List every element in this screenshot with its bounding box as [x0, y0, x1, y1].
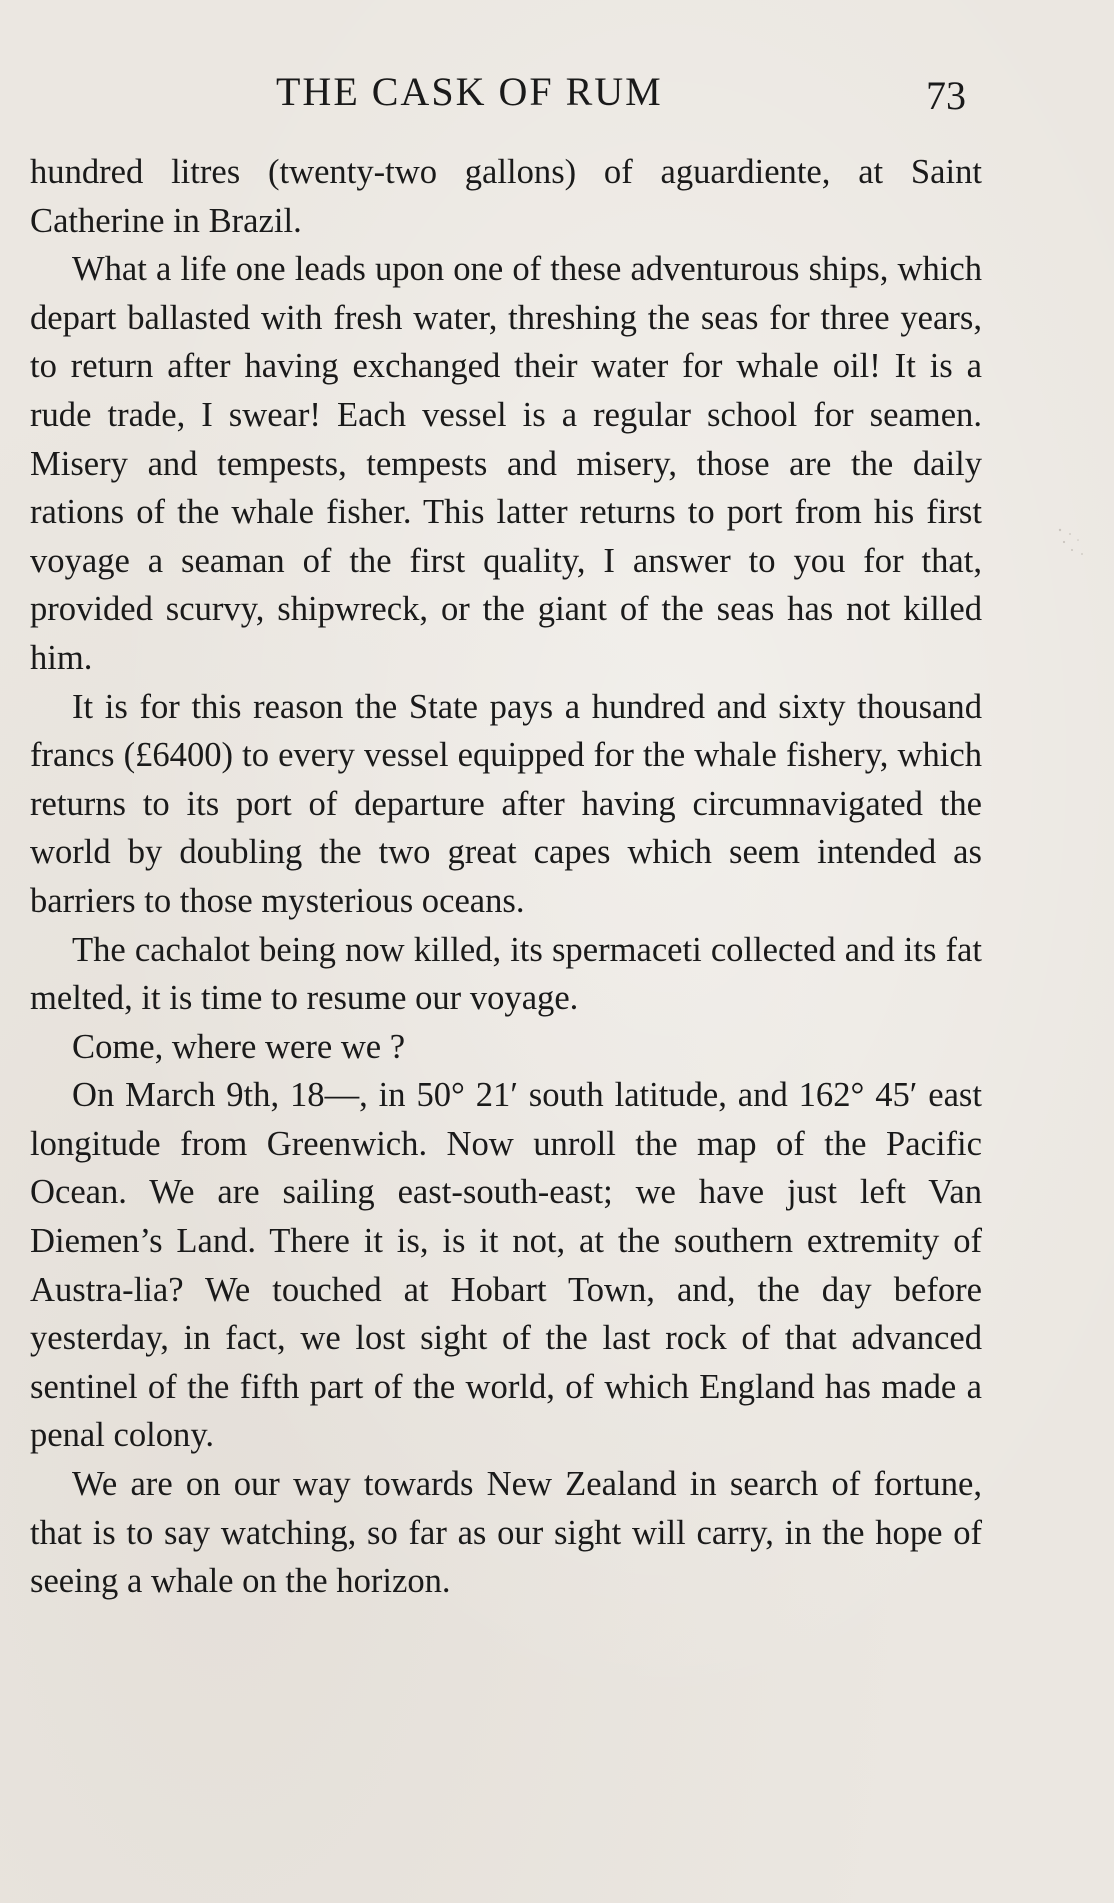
- paragraph-where-were-we: Come, where were we ?: [72, 1027, 406, 1066]
- paragraph-cachalot-killed: The cachalot being now killed, its spermaceti collected and its fat melted, it is time to resume our voyage.: [30, 930, 982, 1018]
- paragraph-state-bounty: It is for this reason the State pays a hundred and sixty thousand francs (£6400) to every vessel equipped for the whale fishery, which returns to its port of departure after having circumnavigated the world by doubling the two great capes which seem intended as barriers to those mysterious oceans.: [30, 687, 982, 920]
- paragraph-new-zealand: We are on our way towards New Zealand in search of fortune, that is to say watching, so far as our sight will carry, in the hope of seeing a whale on the horizon.: [30, 1465, 982, 1601]
- paragraph-continuation: hundred litres (twenty-two gallons) of aguardiente, at Saint Catherine in Brazil.: [30, 153, 982, 240]
- paper-speck-decoration: [1052, 520, 1092, 570]
- page-number: 73: [926, 73, 966, 118]
- page-header: [0, 68, 1114, 128]
- running-title: THE CASK OF RUM: [276, 69, 663, 114]
- page-body-text: [30, 148, 982, 1606]
- paragraph-whaling-life: What a life one leads upon one of these adventurous ships, which depart ballasted with fresh water, threshing the seas for three years, to return after having exchanged their water for whale oil! It is a rude trade, I swear! Each vessel is a regular school for seamen. Misery and tempests, tempests and misery, those are the daily rations of the whale fisher. This latter returns to port from his first voyage a seaman of the first quality, I answer to you for that, provided scurvy, shipwreck, or the giant of the seas has not killed him.: [30, 250, 982, 677]
- paragraph-position: On March 9th, 18—, in 50° 21′ south latitude, and 162° 45′ east longitude from Greenwich. Now unroll the map of the Pacific Ocean. We are sailing east-south-east; we have just left Van Diemen’s Land. There it is, is it not, at the southern extremity of Austra-lia? We touched at Hobart Town, and, the day before yesterday, in fact, we lost sight of the last rock of that advanced sentinel of the fifth part of the world, of which England has made a penal colony.: [30, 1076, 982, 1455]
